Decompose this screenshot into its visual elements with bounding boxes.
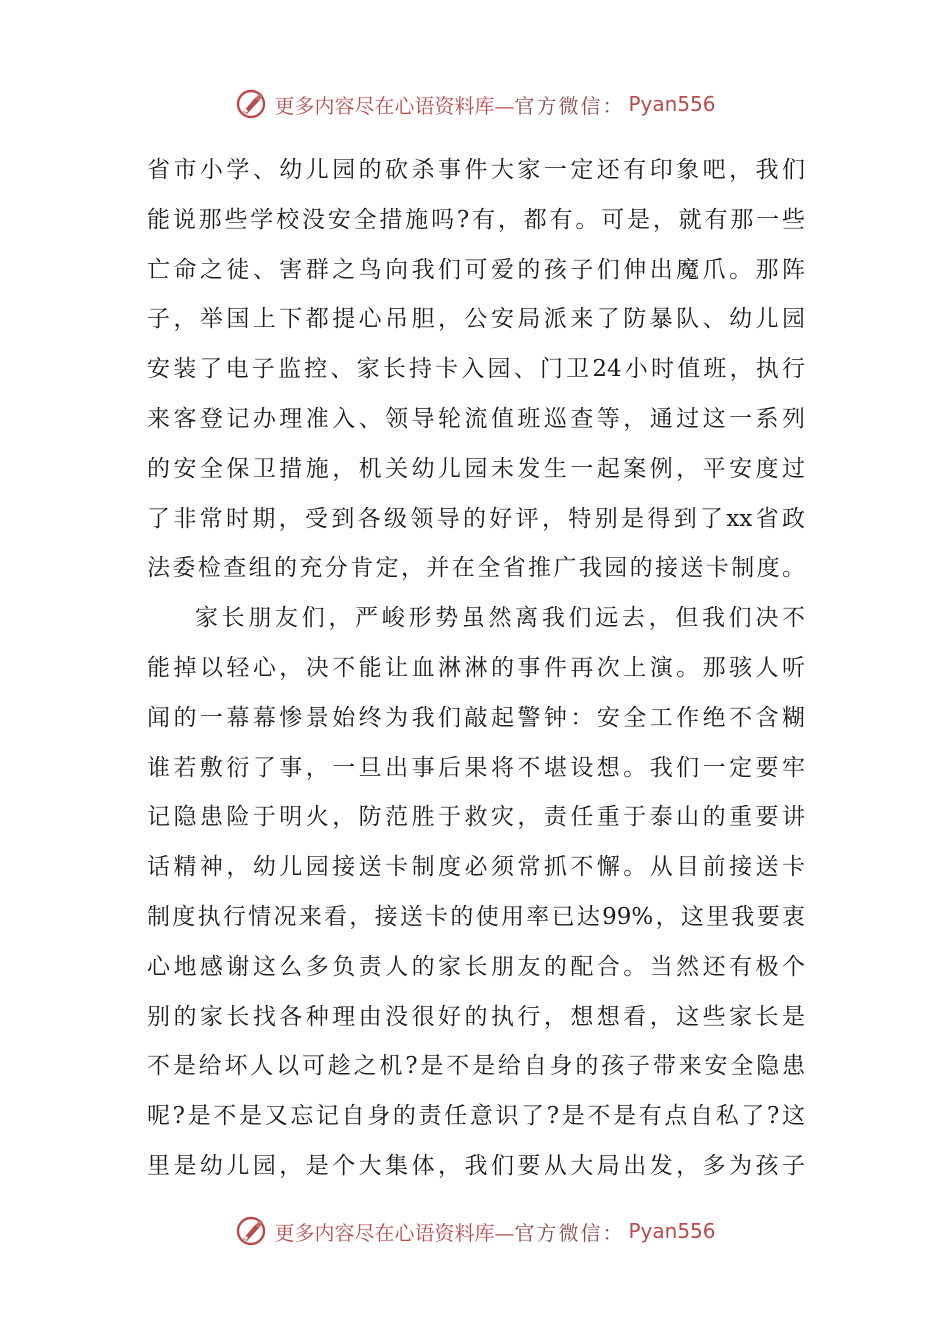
text-line: 亡命之徒、害群之鸟向我们可爱的孩子们伸出魔爪。那阵 [147,256,805,283]
document-body [147,146,805,1192]
pen-nib-logo-icon [234,1214,268,1248]
wechat-id: Pyan556 [628,92,716,116]
text-line: 法委检查组的充分肯定，并在全省推广我园的接送卡制度。 [147,555,805,582]
footer-banner [0,1211,950,1251]
banner-text: 更多内容尽在心语资料库— [274,93,515,118]
text-line: 呢?是不是又忘记自身的责任意识了?是不是有点自私了?这 [147,1103,805,1130]
text-line: 不是给坏人以可趁之机?是不是给自身的孩子带来安全隐患 [147,1053,805,1080]
text-line: 能说那些学校没安全措施吗?有，都有。可是，就有那一些 [147,206,805,233]
header-banner [0,84,950,124]
text-line: 别的家长找各种理由没很好的执行，想想看，这些家长是 [147,1003,805,1030]
text-line: 心地感谢这么多负责人的家长朋友的配合。当然还有极个 [147,953,805,980]
text-line: 闻的一幕幕惨景始终为我们敲起警钟：安全工作绝不含糊 [147,704,805,731]
wechat-label: 官方微信： [514,1220,625,1245]
pen-nib-logo-icon [234,87,268,121]
text-line: 的安全保卫措施，机关幼儿园未发生一起案例，平安度过 [147,455,805,482]
text-line: 了非常时期，受到各级领导的好评，特别是得到了xx省政 [147,505,805,532]
text-line: 谁若敷衍了事，一旦出事后果将不堪设想。我们一定要牢 [147,754,805,781]
text-line: 来客登记办理准入、领导轮流值班巡查等，通过这一系列 [147,405,805,432]
text-line: 省市小学、幼儿园的砍杀事件大家一定还有印象吧，我们 [147,157,805,183]
paragraph-start-line: 家长朋友们，严峻形势虽然离我们远去，但我们决不 [195,605,805,632]
wechat-id: Pyan556 [628,1219,716,1243]
text-line: 制度执行情况来看，接送卡的使用率已达99%，这里我要衷 [147,903,805,930]
banner-text: 更多内容尽在心语资料库— [274,1220,515,1245]
text-line: 记隐患险于明火，防范胜于救灾，责任重于泰山的重要讲 [147,804,805,831]
text-line: 子，举国上下都提心吊胆，公安局派来了防暴队、幼儿园 [147,306,805,333]
wechat-label: 官方微信： [514,93,625,118]
text-line: 话精神，幼儿园接送卡制度必须常抓不懈。从目前接送卡 [147,854,805,881]
text-line: 里是幼儿园，是个大集体，我们要从大局出发，多为孩子 [147,1152,805,1179]
text-line: 安装了电子监控、家长持卡入园、门卫24小时值班，执行 [147,356,805,383]
text-line: 能掉以轻心，决不能让血淋淋的事件再次上演。那骇人听 [147,654,805,681]
